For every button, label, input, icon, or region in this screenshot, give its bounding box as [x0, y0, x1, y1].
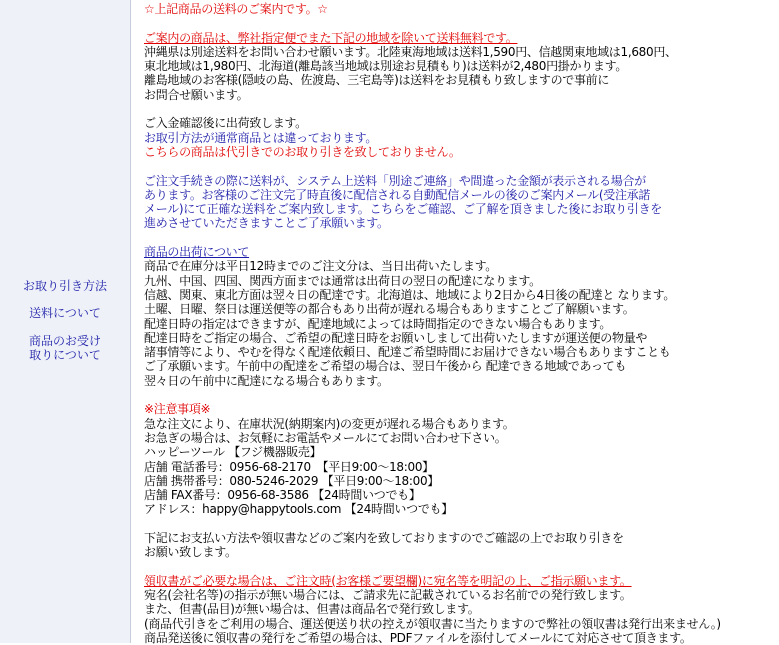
no-cod-notice: こちらの商品は代引きでのお取り引きを致しておりません。	[144, 144, 461, 159]
dispatch-line: 翌々日の午前中に配達になる場合もあります。	[144, 373, 389, 388]
notice-heading: ※注意事項※	[144, 402, 211, 417]
sidebar-item-receiving[interactable]	[0, 334, 130, 362]
notice-line: お急ぎの場合は、お気軽にお電話やメールにてお問い合わせ下さい。	[144, 430, 507, 445]
free-shipping-notice: ご案内の商品は、弊社指定便でまた下記の地域を除いて送料無料です。	[144, 30, 518, 45]
payment-method-note: お取引方法が通常商品とは違っております。	[144, 130, 378, 145]
receipt-line: (商品代引きをご利用の場合、運送便送り状の控えが領収書に当たりますので弊社の領収書は発行出来ません。)	[144, 616, 721, 631]
dispatch-line: 信越、関東、東北方面は翌々日の配達です。北海道は、地域により2日から4日後の配達と なります。	[144, 287, 676, 302]
sidebar-item-shipping[interactable]	[0, 306, 130, 320]
order-note-line: あります。お客様のご注文完了時直後に配信される自動配信メールの後のご案内メール(受注承諾	[144, 187, 651, 202]
sidebar-item-label[interactable]: 送料について	[29, 306, 101, 320]
sidebar-item-label-line2[interactable]: 取りについて	[29, 348, 101, 362]
shipping-text-line: 離島地域のお客様(隠岐の島、佐渡島、三宅島等)は送料をお見積もり致しますので事前に	[144, 73, 610, 88]
payment-confirm-line: ご入金確認後に出荷致します。	[144, 116, 307, 131]
dispatch-line: 配達日時の指定はできますが、配達地域によっては時間指定のできない場合もあります。	[144, 316, 612, 331]
order-note-line: 進めさせていただきますことご了承願います。	[144, 216, 389, 231]
receipt-intro-line: お願い致します。	[144, 545, 237, 560]
shipping-text-line: お問合せ願います。	[144, 87, 249, 102]
receipt-line: 商品発送後に領収書の発行をご希望の場合は、PDFファイルを添付してメールにて対応させて頂きます。	[144, 631, 692, 645]
sidebar-item-label[interactable]: 商品のお受け	[28, 334, 101, 348]
shop-email: アドレス：happy@happytools.com 【24時間いつでも】	[144, 502, 453, 517]
order-note-line: メール)にて正確な送料をご案内致します。こちらをご確認、ご了解を頂きました後にお取り引きを	[144, 202, 662, 217]
shop-mobile: 店舗 携帯番号：080-5246-2029 【平日9:00～18:00】	[144, 473, 440, 488]
dispatch-line: 配達日時をご指定の場合、ご希望の配達日時をお願いしまして出荷いたしますが運送便の物量や	[144, 330, 648, 345]
dispatch-line: 土曜、日曜、祭日は運送便等の都合もあり出荷が遅れる場合もありますことご了解願います。	[144, 302, 635, 317]
receipt-line: 宛名(会社名等)の指示が無い場合には、ご請求先に記載されているお名前での発行致します。	[144, 588, 632, 603]
order-note-line: ご注文手続きの際に送料が、システム上送料「別途ご連絡」や間違った金額が表示される場合が	[144, 173, 646, 188]
shop-fax: 店舗 FAX番号：0956-68-3586 【24時間いつでも】	[144, 488, 421, 503]
sidebar-item-label[interactable]: お取り引き方法	[22, 279, 107, 293]
dispatch-line: 商品で在庫分は平日12時までのご注文分は、当日出荷いたします。	[144, 259, 498, 274]
sidebar	[0, 0, 131, 643]
shop-name: ハッピーツール 【フジ機器販売】	[144, 445, 322, 460]
dispatch-line: 九州、中国、四国、関西方面までは通常は出荷日の翌日の配達になります。	[144, 273, 541, 288]
dispatch-line: 諸事情等により、やむを得なく配達依頼日、配達ご希望時間にお届けできない場合もありますことも	[144, 345, 671, 360]
receipt-intro-line: 下記にお支払い方法や領収書などのご案内を致しておりますのでご確認の上でお取り引きを	[144, 530, 624, 545]
notice-line: 急な注文により、在庫状況(納期案内)の変更が遅れる場合もあります。	[144, 416, 515, 431]
dispatch-line: ご了承願います。午前中の配達をご希望の場合は、翌日午後から 配達できる地域であっても	[144, 359, 627, 374]
shipping-text-line: 東北地域は1,980円、北海道(離島該当地域は別途お見積もり)は送料が2,480円掛かります。	[144, 59, 628, 74]
sidebar-item-ordering-method[interactable]	[0, 279, 130, 293]
receipt-line: また、但書(品目)が無い場合は、但書は商品名で発行致します。	[144, 602, 480, 617]
shipping-heading: ☆上記商品の送料のご案内です。☆	[144, 2, 328, 16]
shipping-text-line: 沖縄県は別途送料をお問い合わせ願います。北陸東海地域は送料1,590円、信越関東地域は1,680円、	[144, 44, 677, 59]
shop-phone: 店舗 電話番号：0956-68-2170 【平日9:00～18:00】	[144, 459, 434, 474]
main-content	[144, 2, 774, 645]
receipt-heading: 領収書がご必要な場合は、ご注文時(お客様ご要望欄)に宛名等を明記の上、ご指示願います。	[144, 573, 632, 588]
dispatch-heading: 商品の出荷について	[144, 245, 250, 260]
